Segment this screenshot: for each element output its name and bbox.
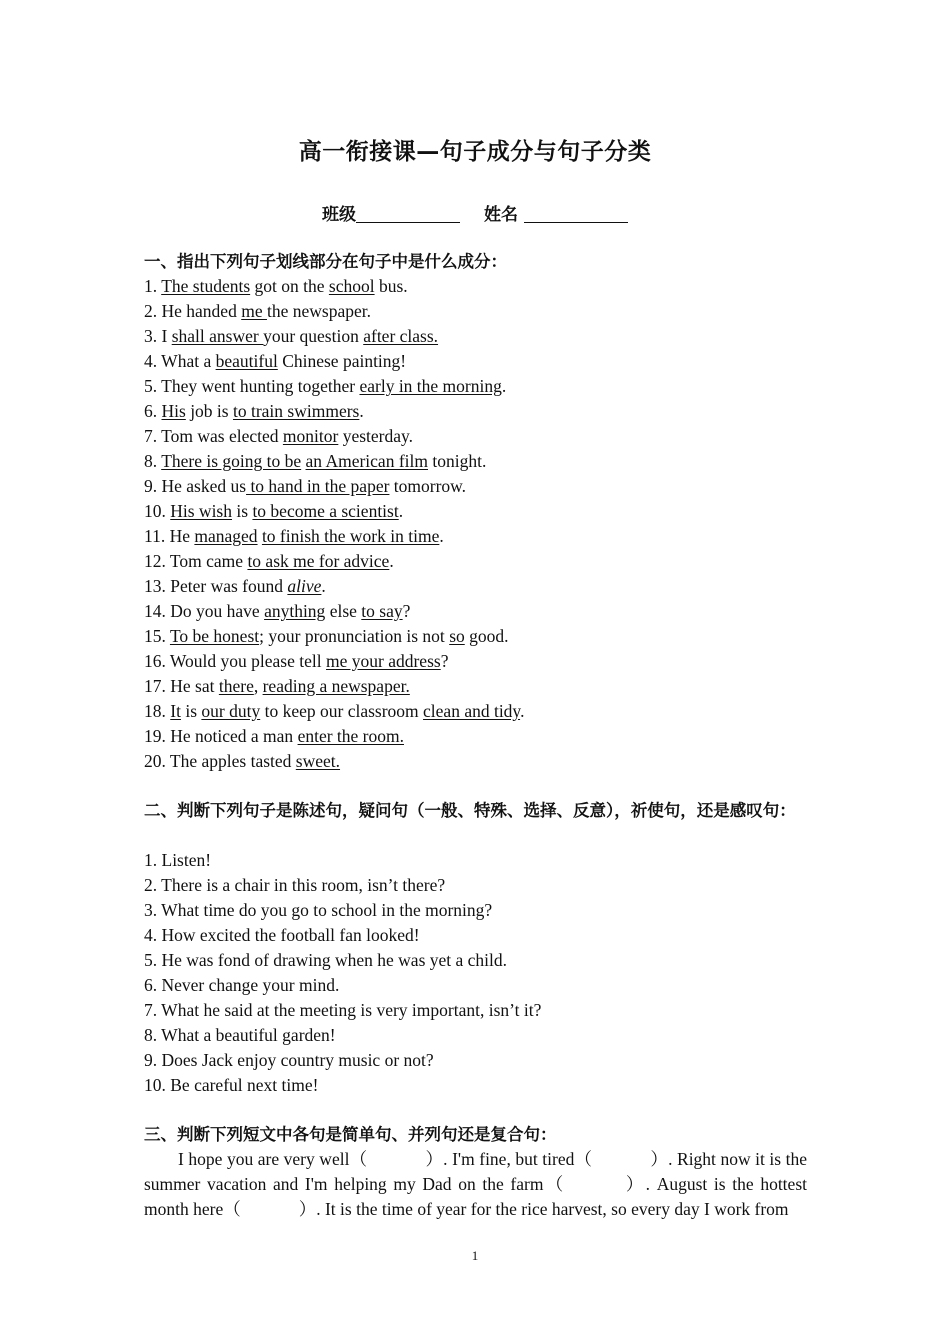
list-item: 6. Never change your mind.	[144, 975, 340, 995]
list-item: 14. Do you have anything else to say?	[144, 601, 411, 621]
list-item: 1. Listen!	[144, 850, 212, 870]
list-item: 3. I shall answer your question after class.	[144, 326, 439, 346]
class-blank[interactable]	[356, 204, 460, 223]
name-blank[interactable]	[524, 204, 628, 223]
passage: I hope you are very well（ ）. I'm fine, but tired（ ）. Right now it is the summer vacation and I'm helping my Dad on the farm（ ）. August is the hottest month here（ ）. It is the time of year for the rice harvest, so every day I work from	[144, 1149, 808, 1219]
list-item: 8. There is going to be an American film tonight.	[144, 451, 487, 471]
list-item: 9. He asked us to hand in the paper tomorrow.	[144, 476, 467, 496]
list-item: 5. He was fond of drawing when he was yet a child.	[144, 950, 508, 970]
list-item: 6. His job is to train swimmers.	[144, 401, 364, 421]
section3-heading: 三、判断下列短文中各句是简单句、并列句还是复合句：	[144, 1125, 557, 1144]
list-item: 18. It is our duty to keep our classroom clean and tidy.	[144, 701, 525, 721]
list-item: 9. Does Jack enjoy country music or not?	[144, 1050, 434, 1070]
section1-heading: 一、指出下列句子划线部分在句子中是什么成分：	[144, 252, 507, 271]
page-title: 高一衔接课—句子成分与句子分类	[298, 139, 652, 165]
list-item: 17. He sat there, reading a newspaper.	[144, 676, 410, 696]
list-item: 10. Be careful next time!	[144, 1075, 319, 1095]
list-item: 4. How excited the football fan looked!	[144, 925, 420, 945]
worksheet-body	[144, 249, 807, 1222]
list-item: 10. His wish is to become a scientist.	[144, 501, 404, 521]
list-item: 7. What he said at the meeting is very important, isn’t it?	[144, 1000, 542, 1020]
list-item: 20. The apples tasted sweet.	[144, 751, 341, 771]
list-item: 5. They went hunting together early in the morning.	[144, 376, 507, 396]
list-item: 13. Peter was found alive.	[144, 576, 326, 596]
list-item: 3. What time do you go to school in the morning?	[144, 900, 493, 920]
student-info-line	[0, 200, 950, 225]
list-item: 15. To be honest; your pronunciation is not so good.	[144, 626, 509, 646]
list-item: 2. There is a chair in this room, isn’t there?	[144, 875, 446, 895]
list-item: 19. He noticed a man enter the room.	[144, 726, 404, 746]
list-item: 4. What a beautiful Chinese painting!	[144, 351, 407, 371]
list-item: 2. He handed me the newspaper.	[144, 301, 371, 321]
list-item: 7. Tom was elected monitor yesterday.	[144, 426, 413, 446]
list-item: 1. The students got on the school bus.	[144, 276, 408, 296]
page-number: 1	[471, 1248, 479, 1263]
class-label: 班级	[322, 205, 357, 225]
list-item: 16. Would you please tell me your address?	[144, 651, 449, 671]
section2-list	[144, 848, 807, 1098]
list-item: 11. He managed to finish the work in time.	[144, 526, 444, 546]
list-item: 8. What a beautiful garden!	[144, 1025, 336, 1045]
list-item: 12. Tom came to ask me for advice.	[144, 551, 394, 571]
section2-heading: 二、判断下列句子是陈述句，疑问句（一般、特殊、选择、反意），祈使句，还是感叹句：	[144, 801, 796, 820]
name-label: 姓名	[484, 205, 519, 225]
section1-list	[144, 274, 807, 774]
